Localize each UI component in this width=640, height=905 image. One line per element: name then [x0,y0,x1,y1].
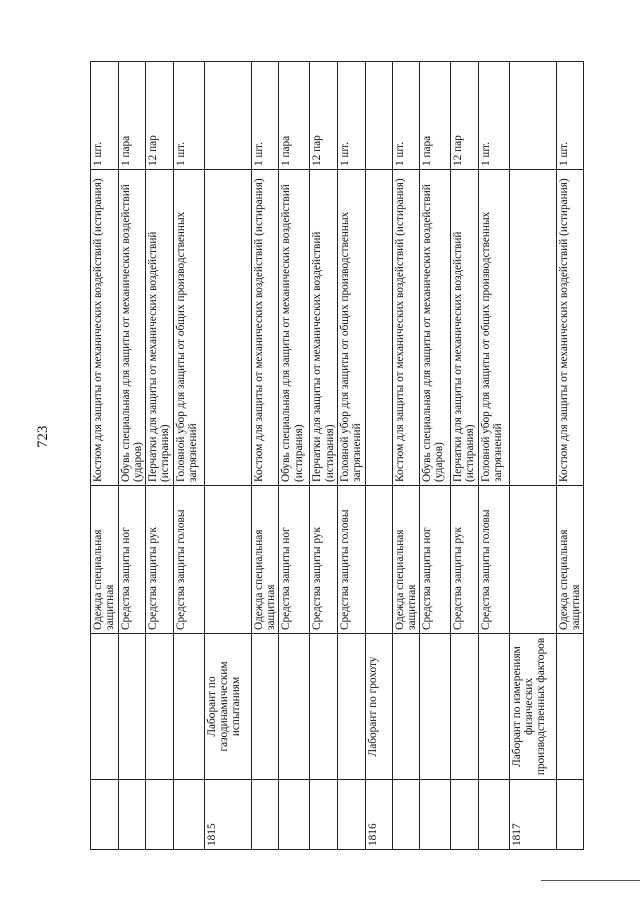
ppe-category-cell: Средства защиты рук [146,486,174,634]
profession-cell: Лаборант по измерениям физических производственных факторов [509,634,556,780]
position-number-cell [251,780,279,850]
table-row [556,62,584,850]
table-row [173,62,204,850]
profession-cell [478,634,509,780]
quantity-cell: 1 шт. [478,62,509,170]
position-number-cell: 1816 [365,780,392,850]
ppe-item-cell: Обувь специальная для защиты от механических воздействий (ударов) [420,170,451,486]
ppe-item-cell: Головной убор для защиты от общих производственных загрязнений [478,170,509,486]
page-bottom-rule [541,880,640,881]
table-row [478,62,509,850]
position-number-cell [556,780,584,850]
quantity-cell: 1 шт. [173,62,204,170]
quantity-cell: 1 шт. [251,62,279,170]
ppe-item-cell: Костюм для защиты от механических воздействий (истирания) [556,170,584,486]
table-row [392,62,420,850]
rotated-table-container [90,62,583,850]
ppe-item-cell [204,170,251,486]
table-row [310,62,338,850]
quantity-cell: 12 пар [310,62,338,170]
table-row [420,62,451,850]
ppe-item-cell: Перчатки для защиты от механических воздействий (истирания) [146,170,174,486]
ppe-item-cell [365,170,392,486]
position-number-cell [392,780,420,850]
ppe-item-cell [509,170,556,486]
ppe-item-cell: Головной убор для защиты от общих производственных загрязнений [337,170,365,486]
profession-cell [451,634,479,780]
position-number-cell [478,780,509,850]
ppe-category-cell: Средства защиты головы [478,486,509,634]
position-number-cell [451,780,479,850]
profession-cell [392,634,420,780]
quantity-cell: 1 шт. [91,62,119,170]
position-number-cell [91,780,119,850]
quantity-cell: 1 шт. [556,62,584,170]
ppe-item-cell: Обувь специальная для защиты от механических воздействий (ударов) [118,170,146,486]
table-row [118,62,146,850]
profession-cell [91,634,119,780]
ppe-category-cell [509,486,556,634]
profession-cell [251,634,279,780]
ppe-category-cell: Средства защиты головы [337,486,365,634]
ppe-item-cell: Костюм для защиты от механических воздействий (истирания) [251,170,279,486]
ppe-category-cell: Средства защиты ног [279,486,310,634]
table-row-profession [204,62,251,850]
ppe-category-cell: Одежда специальная защитная [251,486,279,634]
page-number: 723 [35,425,51,448]
quantity-cell [509,62,556,170]
ppe-item-cell: Костюм для защиты от механических воздействий (истирания) [91,170,119,486]
position-number-cell: 1815 [204,780,251,850]
position-number-cell [118,780,146,850]
ppe-category-cell: Одежда специальная защитная [392,486,420,634]
ppe-norms-table [90,61,584,850]
table-row-profession [509,62,556,850]
ppe-category-cell: Средства защиты головы [173,486,204,634]
table-row [451,62,479,850]
profession-cell [173,634,204,780]
profession-cell: Лаборант по газодинамическим испытаниям [204,634,251,780]
table-row [251,62,279,850]
quantity-cell: 1 пара [118,62,146,170]
table-row [146,62,174,850]
profession-cell [420,634,451,780]
ppe-category-cell: Одежда специальная защитная [556,486,584,634]
position-number-cell [173,780,204,850]
table-row [337,62,365,850]
quantity-cell: 1 пара [279,62,310,170]
quantity-cell: 12 пар [451,62,479,170]
position-number-cell [310,780,338,850]
quantity-cell: 1 шт. [337,62,365,170]
profession-cell [337,634,365,780]
ppe-category-cell: Средства защиты рук [451,486,479,634]
quantity-cell: 1 шт. [392,62,420,170]
position-number-cell [420,780,451,850]
ppe-category-cell: Средства защиты ног [118,486,146,634]
position-number-cell: 1817 [509,780,556,850]
profession-cell: Лаборант по грохоту [365,634,392,780]
ppe-category-cell [204,486,251,634]
position-number-cell [337,780,365,850]
quantity-cell [204,62,251,170]
ppe-category-cell: Средства защиты ног [420,486,451,634]
profession-cell [118,634,146,780]
table-row-profession [365,62,392,850]
quantity-cell [365,62,392,170]
ppe-item-cell: Головной убор для защиты от общих производственных загрязнений [173,170,204,486]
table-row [279,62,310,850]
position-number-cell [279,780,310,850]
position-number-cell [146,780,174,850]
profession-cell [310,634,338,780]
ppe-category-cell [365,486,392,634]
table-row [91,62,119,850]
profession-cell [146,634,174,780]
ppe-category-cell: Одежда специальная защитная [91,486,119,634]
ppe-item-cell: Перчатки для защиты от механических воздействий (истирания) [451,170,479,486]
profession-cell [556,634,584,780]
quantity-cell: 1 пара [420,62,451,170]
ppe-norms-table-frame [90,62,583,850]
ppe-item-cell: Обувь специальная для защиты от механических воздействий (истирания) [279,170,310,486]
quantity-cell: 12 пар [146,62,174,170]
ppe-item-cell: Костюм для защиты от механических воздействий (истирания) [392,170,420,486]
profession-cell [279,634,310,780]
ppe-item-cell: Перчатки для защиты от механических воздействий (истирания) [310,170,338,486]
ppe-category-cell: Средства защиты рук [310,486,338,634]
table-body [91,62,584,850]
